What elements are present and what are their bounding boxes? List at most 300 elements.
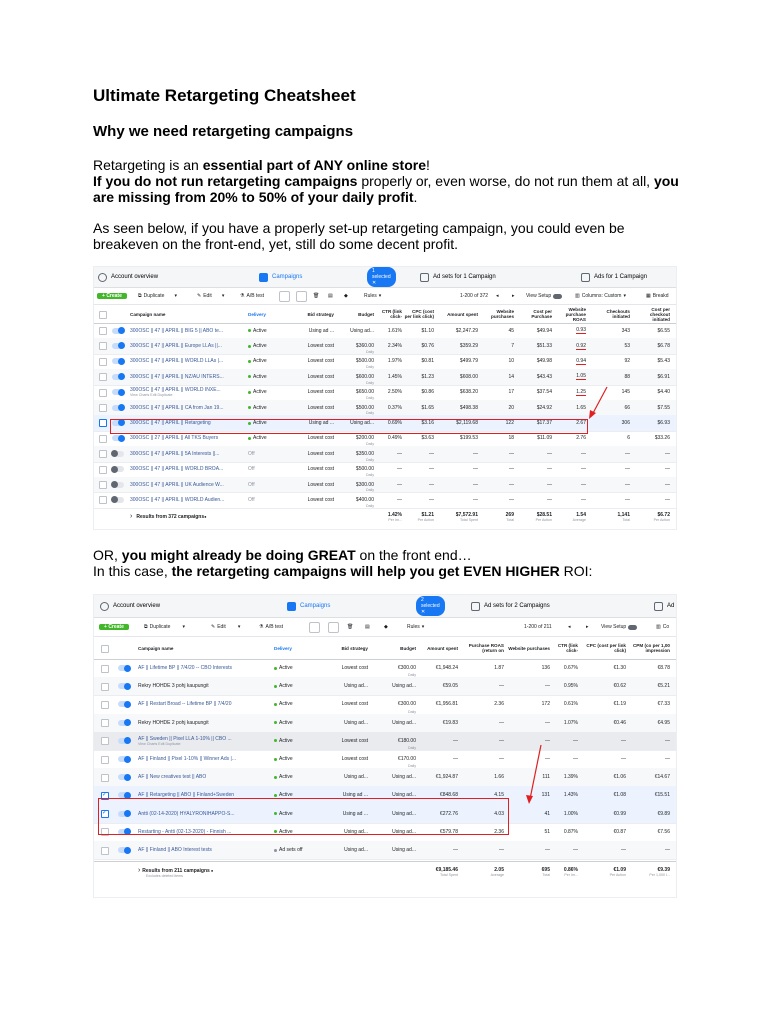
breakdown-label: Breakd — [652, 293, 669, 299]
pencil-icon: ✎ — [197, 293, 202, 299]
chk-cell-value: — — [625, 450, 630, 457]
text-run: you are missing from 20% to 50% of your daily profit — [93, 173, 679, 205]
row-actions[interactable]: View Charts Edit Duplicate — [138, 741, 181, 746]
cpchk-cell-value: $33.26 — [654, 435, 670, 442]
summary-value: 1,141 — [617, 511, 630, 518]
column-header[interactable]: Website purchase ROAS — [565, 306, 586, 322]
great-line-2 — [93, 563, 693, 579]
ctr-cell-value: — — [397, 481, 402, 488]
bid-cell-value: Lowest cost — [307, 481, 334, 488]
duplicate-label: Duplicate — [149, 624, 171, 630]
ctr-cell-value: 1.61% — [387, 327, 402, 334]
tab-label: Ads for 1 Campaign — [594, 274, 648, 280]
spent-cell-value: — — [453, 737, 458, 744]
budget-cell-value: Using ad... — [392, 683, 416, 690]
cpp-cell-value: — — [547, 466, 552, 473]
columns-dropdown[interactable]: ▥ Columns: Custom ▾ — [575, 293, 626, 299]
bid-cell-value: Lowest cost — [307, 404, 334, 411]
campaign-name-value: AF || Finland || Pixel 1-10% || Winner Ads |... — [138, 756, 237, 763]
delivery-value: Off — [248, 497, 255, 504]
column-header[interactable]: Checkouts initiated — [606, 309, 630, 319]
ads-manager-screenshot-2 — [93, 594, 677, 898]
summary-value: 1.42% — [387, 511, 402, 518]
campaign-name-value: AF || Restart Broad -- Lifetime BP || 7/4/20 — [138, 701, 232, 708]
roas-cell-value: — — [499, 847, 504, 854]
purch-cell-value: — — [545, 683, 550, 690]
ctr-cell-value: — — [573, 847, 578, 854]
text-run: on the front end… — [355, 547, 472, 563]
duplicate-icon: ⧉ — [144, 624, 148, 630]
cpp-cell-value: — — [547, 497, 552, 504]
text-run: As seen below, if you have a properly set-up retargeting campaign, you could even be breakeven on the front-end, yet, still do some decent profit. — [93, 220, 625, 252]
text-run: OR, — [93, 547, 122, 563]
purch-cell-value: — — [545, 737, 550, 744]
tab-label: Campaigns — [300, 603, 331, 609]
delivery-value: Off — [248, 481, 255, 488]
roas-cell-value: 1.05 — [576, 373, 586, 380]
spent-cell-value: $499.79 — [459, 358, 478, 365]
rules-button[interactable]: Rules ▾ — [364, 293, 382, 299]
cpm-cell-value: €5.21 — [657, 683, 670, 690]
chk-cell-value: 88 — [624, 373, 630, 380]
budget-cell-value: Using ad... — [392, 847, 416, 854]
summary-sub: Per 1,000 I... — [649, 873, 670, 878]
bid-cell-value: Lowest cost — [341, 665, 368, 672]
info-icon[interactable]: ● — [204, 514, 207, 520]
spent-cell-value: — — [473, 450, 478, 457]
campaign-name-value: 300OSC || 47 || APRIL || BIG 5 || ABO te... — [130, 327, 224, 334]
cpc-cell-value: $3.16 — [421, 420, 434, 427]
view-setup-label: View Setup — [601, 624, 627, 630]
spent-cell-value: $498.38 — [459, 404, 478, 411]
trash-icon[interactable]: 🗑 — [347, 624, 354, 630]
column-header[interactable]: Purchase ROAS (return on — [468, 643, 504, 653]
ctr-cell-value: 0.69% — [387, 420, 402, 427]
delivery-value: Active — [279, 774, 293, 781]
purch-cell-value: — — [509, 450, 514, 457]
roas-cell-value: — — [581, 497, 586, 504]
spent-cell-value: — — [473, 497, 478, 504]
budget-cell-value: €180.00 — [397, 737, 416, 744]
campaign-name-value: 300OSC || 47 || APRIL || Retargeting — [130, 420, 211, 427]
chk-cell-value: — — [625, 466, 630, 473]
bid-cell-value: Lowest cost — [307, 450, 334, 457]
tab-label: Account overview — [113, 603, 161, 609]
cpc-cell-value: — — [621, 847, 626, 854]
summary-value: $1.21 — [421, 511, 434, 518]
column-header[interactable]: Website purchases — [491, 309, 514, 319]
tab-label: Account overview — [111, 274, 159, 280]
roas-cell-value: — — [499, 683, 504, 690]
column-header[interactable]: CPC (cost per link click) — [586, 643, 626, 653]
text-run: Retargeting is an — [93, 157, 203, 173]
budget-period: Daily — [366, 442, 374, 447]
campaign-name-value: AF || Lifetime BP || 7/4/20 -- CBO Interests — [138, 665, 233, 672]
intro-line-1 — [93, 157, 693, 173]
summary-sub: Total — [542, 873, 550, 878]
bid-cell-value: Using ad ... — [308, 420, 334, 427]
tab-label: Ad sets for 1 Campaign — [433, 274, 496, 280]
campaign-name-value: 300OSC || 47 || APRIL || NZ/AU INTERS... — [130, 373, 224, 380]
roas-cell-value: 4.15 — [494, 792, 504, 799]
column-header[interactable]: Amount spent — [427, 645, 458, 651]
purch-cell-value: 51 — [544, 828, 550, 835]
chevron-down-icon: ▾ — [182, 624, 185, 630]
roas-cell-value: — — [499, 756, 504, 763]
column-header[interactable]: Delivery — [274, 645, 292, 651]
cpc-cell-value: $0.86 — [421, 389, 434, 396]
next-page-icon[interactable]: ▸ — [586, 624, 589, 630]
cpc-cell-value: €1.08 — [613, 792, 626, 799]
budget-period: Daily — [408, 764, 416, 769]
purch-cell-value: — — [509, 481, 514, 488]
text-run: essential part of ANY online store — [202, 157, 427, 173]
ctr-cell-value: 1.39% — [563, 774, 578, 781]
duplicate-label: Duplicate — [143, 293, 165, 299]
rules-label: Rules — [407, 624, 420, 630]
purch-cell-value: — — [509, 466, 514, 473]
spent-cell-value: €272.76 — [439, 810, 458, 817]
campaign-name-value: 300OSC || 47 || APRIL || WORLD BROA... — [130, 466, 224, 473]
chart-icon[interactable]: ▤ — [365, 624, 370, 630]
selected-chip[interactable]: 2 selected ✕ — [416, 596, 445, 616]
campaign-name-value: 300OSC || 47 || APRIL || 5A Interests ||... — [130, 450, 220, 457]
spent-cell-value: €848.68 — [439, 792, 458, 799]
cpp-cell-value: $17.37 — [536, 420, 552, 427]
roas-cell-value: — — [581, 450, 586, 457]
spent-cell-value: €59.05 — [442, 683, 458, 690]
spent-cell-value: $199.53 — [459, 435, 478, 442]
delivery-value: Active — [253, 343, 267, 350]
budget-cell-value: Using ad... — [392, 828, 416, 835]
column-header[interactable]: Campaign name — [130, 311, 166, 317]
roas-cell-value: 1.66 — [494, 774, 504, 781]
column-header[interactable]: Website purchases — [508, 645, 550, 651]
campaign-name-value: 300OSC || 47 || APRIL || WORLD Audien... — [130, 497, 225, 504]
cpchk-cell-value: $6.91 — [657, 373, 670, 380]
purch-cell-value: 10 — [508, 358, 514, 365]
ctr-cell-value: 0.37% — [387, 404, 402, 411]
bid-cell-value: Lowest cost — [341, 737, 368, 744]
budget-cell-value: Using ad... — [350, 327, 374, 334]
tab-label: Ad — [667, 603, 675, 609]
campaign-name-value: Antti (02-14-2020) HYALYRONIHAPPO-S... — [138, 810, 235, 817]
delivery-value: Active — [253, 435, 267, 442]
bid-cell-value: Using ad... — [344, 774, 368, 781]
cpp-cell-value: $49.98 — [536, 358, 552, 365]
roas-cell-value: 0.92 — [576, 342, 586, 349]
budget-cell-value: €170.00 — [397, 756, 416, 763]
budget-period: Daily — [366, 488, 374, 493]
summary-sub: Total Spent — [460, 517, 478, 522]
purch-cell-value: — — [545, 719, 550, 726]
spent-cell-value: $359.29 — [459, 343, 478, 350]
budget-period: Daily — [408, 673, 416, 678]
ctr-cell-value: 0.49% — [387, 435, 402, 442]
budget-cell-value: $500.00 — [355, 404, 374, 411]
text-run: If you do not run retargeting campaigns — [93, 173, 358, 189]
spent-cell-value: — — [453, 847, 458, 854]
column-header[interactable]: CTR (link click- — [381, 309, 402, 319]
column-header[interactable]: Bid strategy — [307, 311, 334, 317]
roas-cell-value: 2.67 — [576, 420, 586, 427]
create-button[interactable]: + Create — [97, 293, 127, 299]
campaign-name-value: 300OSC || 47 || APRIL || UK Audience W... — [130, 481, 224, 488]
campaign-name-value: 300OSC || 47 || APRIL || WORLD LLAs |... — [130, 358, 224, 365]
cpc-cell-value: €1.06 — [613, 774, 626, 781]
ctr-cell-value: — — [573, 737, 578, 744]
column-header[interactable]: Cost per Purchase — [531, 309, 552, 319]
column-header[interactable]: Campaign name — [138, 645, 174, 651]
cpc-cell-value: — — [621, 737, 626, 744]
abtest-label: A/B test — [246, 293, 264, 299]
spent-cell-value: $638.20 — [459, 389, 478, 396]
summary-sub: Total — [622, 517, 630, 522]
summary-value: 1.54 — [576, 511, 586, 518]
purch-cell-value: 136 — [541, 665, 550, 672]
budget-cell-value: $400.00 — [355, 497, 374, 504]
cpchk-cell-value: $4.40 — [657, 389, 670, 396]
bid-cell-value: Using ad ... — [308, 327, 334, 334]
summary-sub: Per Action — [653, 517, 670, 522]
delivery-value: Active — [279, 792, 293, 799]
cpc-cell-value: €0.62 — [613, 683, 626, 690]
purch-cell-value: 172 — [541, 701, 550, 708]
cpm-cell-value: €15.51 — [654, 792, 670, 799]
tab-label: Campaigns — [272, 274, 303, 280]
cpm-cell-value: €9.89 — [657, 810, 670, 817]
column-header[interactable]: Cost per checkout initiated — [649, 306, 670, 322]
cpc-cell-value: $0.76 — [421, 343, 434, 350]
purch-cell-value: 17 — [508, 389, 514, 396]
purch-cell-value: 122 — [505, 420, 514, 427]
bid-cell-value: Lowest cost — [307, 373, 334, 380]
purch-cell-value: 7 — [511, 343, 514, 350]
ctr-cell-value: — — [397, 466, 402, 473]
cpc-cell-value: $1.10 — [421, 327, 434, 334]
tag-icon[interactable]: ◆ — [344, 293, 348, 299]
create-button[interactable]: + Create — [99, 624, 129, 630]
cpchk-cell-value: — — [665, 466, 670, 473]
roas-cell-value: 4.03 — [494, 810, 504, 817]
budget-period: Daily — [366, 395, 374, 400]
cpchk-cell-value: $6.55 — [657, 327, 670, 334]
purch-cell-value: — — [509, 497, 514, 504]
ctr-cell-value: 1.00% — [563, 810, 578, 817]
prev-page-icon[interactable]: ◂ — [568, 624, 571, 630]
text-run: you might already be doing GREAT — [121, 547, 356, 563]
chk-cell-value: 53 — [624, 343, 630, 350]
summary-label-text: Results from 211 campaigns — [142, 867, 210, 874]
cpchk-cell-value: — — [665, 497, 670, 504]
summary-sub: Average — [490, 873, 504, 878]
columns-icon: ▥ — [656, 624, 661, 630]
summary-value: 2.05 — [494, 867, 504, 874]
spent-cell-value: $608.00 — [459, 373, 478, 380]
annotation-arrow — [94, 267, 676, 529]
budget-period: Daily — [366, 349, 374, 354]
spent-cell-value: €19.83 — [442, 719, 458, 726]
rules-button[interactable]: Rules ▾ — [407, 624, 425, 630]
tab-label: Ad sets for 2 Campaigns — [484, 603, 550, 609]
ctr-cell-value: — — [397, 497, 402, 504]
budget-period: Daily — [366, 411, 374, 416]
prev-page-icon[interactable]: ◂ — [496, 293, 499, 299]
chevron-right-icon[interactable]: › — [138, 866, 143, 874]
budget-cell-value: $200.00 — [355, 435, 374, 442]
bid-cell-value: Using ad ... — [342, 792, 368, 799]
view-setup-label: View Setup — [526, 293, 552, 299]
budget-period: Daily — [408, 709, 416, 714]
spent-cell-value: €1,924.87 — [435, 774, 458, 781]
campaign-name-value: Restarting - Antti (02-13-2020) - Finnish ... — [138, 828, 232, 835]
budget-cell-value: $300.00 — [355, 481, 374, 488]
cpp-cell-value: $37.54 — [536, 389, 552, 396]
delivery-value: Active — [279, 756, 293, 763]
campaign-name-value: AF || Finland || ABO Interest tests — [138, 847, 212, 854]
purch-cell-value: 111 — [542, 774, 550, 781]
column-header[interactable]: Budget — [400, 645, 416, 651]
bid-cell-value: Lowest cost — [307, 466, 334, 473]
selected-count: 1 selected — [372, 268, 391, 280]
chart-icon[interactable]: ▤ — [328, 293, 333, 299]
columns-icon: ▥ — [575, 293, 580, 299]
section-heading: Why we need retargeting campaigns — [93, 123, 354, 140]
cpm-cell-value: €14.67 — [654, 774, 670, 781]
cpc-cell-value: $0.81 — [421, 358, 434, 365]
flask-icon: ⚗ — [259, 624, 264, 630]
delivery-value: Active — [253, 358, 267, 365]
purch-cell-value: 41 — [544, 810, 550, 817]
summary-sub: Per Action — [417, 517, 434, 522]
trash-icon[interactable]: 🗑 — [313, 293, 320, 299]
summary-value: $28.51 — [536, 511, 552, 518]
selected-chip[interactable]: 1 selected ✕ — [367, 267, 396, 287]
row-actions[interactable]: View Charts Edit Duplicate — [130, 393, 173, 398]
next-page-icon[interactable]: ▸ — [512, 293, 515, 299]
cpp-cell-value: — — [547, 481, 552, 488]
summary-sub: Per Action — [609, 873, 626, 878]
cpp-cell-value: $11.09 — [537, 435, 552, 442]
column-header[interactable]: CTR (link click- — [557, 643, 578, 653]
cpchk-cell-value: — — [665, 481, 670, 488]
create-label: Create — [106, 293, 122, 299]
column-header[interactable]: CPM (co per 1,00 impression — [632, 643, 670, 653]
column-header[interactable]: Bid strategy — [341, 645, 368, 651]
ctr-cell-value: 1.07% — [563, 719, 578, 726]
chevron-down-icon: ▾ — [237, 624, 241, 630]
summary-sub: Average — [572, 517, 586, 522]
pager-label: 1-200 of 211 — [524, 624, 552, 630]
roas-cell-value: — — [581, 466, 586, 473]
summary-sub: Total Spent — [440, 873, 458, 878]
bid-cell-value: Using ad... — [344, 683, 368, 690]
summary-label-text: Results from 372 campaigns — [136, 513, 205, 520]
spent-cell-value: €1,956.81 — [435, 701, 458, 708]
column-header[interactable]: Amount spent — [447, 311, 478, 317]
info-icon[interactable]: ● — [209, 867, 214, 873]
spent-cell-value: — — [473, 481, 478, 488]
roas-cell-value: 1.25 — [576, 388, 586, 395]
budget-cell-value: Using ad... — [392, 792, 416, 799]
chevron-down-icon: ▾ — [221, 293, 225, 299]
cpp-cell-value: $51.33 — [536, 343, 552, 350]
cpc-cell-value: €1.30 — [613, 665, 626, 672]
budget-period: Daily — [366, 457, 374, 462]
delivery-value: Off — [248, 466, 255, 473]
ctr-cell-value: 1.97% — [387, 358, 402, 365]
summary-value: 695 — [541, 867, 550, 874]
cpc-cell-value: $3.63 — [421, 435, 434, 442]
delivery-value: Active — [253, 373, 267, 380]
budget-cell-value: €300.00 — [397, 701, 416, 708]
ctr-cell-value: 2.50% — [387, 389, 402, 396]
delivery-value: Active — [253, 389, 267, 396]
cpc-cell-value: €0.46 — [613, 719, 626, 726]
delivery-value: Active — [253, 404, 267, 411]
bid-cell-value: Lowest cost — [307, 343, 334, 350]
breakdown-icon: ▦ — [646, 293, 651, 299]
budget-cell-value: $500.00 — [355, 358, 374, 365]
tag-icon[interactable]: ◆ — [384, 624, 388, 630]
summary-sub: Per Action — [535, 517, 552, 522]
text-run: . — [413, 189, 418, 205]
budget-period: Daily — [366, 472, 374, 477]
delivery-value: Ad sets off — [279, 847, 303, 854]
purch-cell-value: 18 — [508, 435, 514, 442]
edit-label: Edit — [217, 624, 226, 630]
chk-cell-value: 92 — [624, 358, 630, 365]
budget-period: Daily — [366, 503, 374, 508]
bid-cell-value: Lowest cost — [307, 497, 334, 504]
bid-cell-value: Using ad ... — [342, 810, 368, 817]
chk-cell-value: 343 — [621, 327, 630, 334]
campaign-name-value: AF || Retargeting || ABO || Finland+Sweden — [138, 792, 235, 799]
bid-cell-value: Using ad... — [344, 828, 368, 835]
roas-cell-value: 2.36 — [494, 701, 504, 708]
roas-cell-value: 0.94 — [576, 357, 586, 364]
budget-cell-value: Using ad... — [350, 420, 374, 427]
chevron-right-icon[interactable]: › — [130, 513, 133, 521]
ads-manager-screenshot-1 — [93, 266, 677, 530]
check-icon: ✓ — [102, 791, 108, 798]
cpc-cell-value: $1.23 — [421, 373, 434, 380]
budget-period: Daily — [408, 745, 416, 750]
chk-cell-value: — — [625, 481, 630, 488]
delivery-value: Active — [279, 719, 293, 726]
cpchk-cell-value: $5.43 — [657, 358, 670, 365]
delivery-value: Active — [279, 665, 293, 672]
column-header[interactable]: Delivery — [248, 311, 266, 317]
roas-cell-value: 1.65 — [576, 404, 586, 411]
column-header[interactable]: Budget — [358, 311, 374, 317]
pencil-icon: ✎ — [211, 624, 216, 630]
create-label: Create — [108, 624, 124, 630]
campaign-name-value: 300OSC || 27 || APRIL || All TKS Buyers — [130, 435, 219, 442]
cpc-cell-value: — — [429, 497, 434, 504]
spent-cell-value: — — [453, 756, 458, 763]
campaign-name-value: 300OSC || 47 || APRIL || Europe LLAs ||... — [130, 343, 222, 350]
roas-cell-value: 0.93 — [576, 327, 586, 334]
cpm-cell-value: — — [665, 737, 670, 744]
annotation-arrow — [94, 595, 676, 897]
columns-label: Columns: Custom — [581, 293, 622, 299]
paragraph-great — [93, 547, 693, 579]
purch-cell-value: 14 — [508, 373, 514, 380]
chk-cell-value: 306 — [621, 420, 630, 427]
cpm-cell-value: €7.33 — [657, 701, 670, 708]
column-header[interactable]: CPC (cost per link click) — [404, 309, 434, 319]
